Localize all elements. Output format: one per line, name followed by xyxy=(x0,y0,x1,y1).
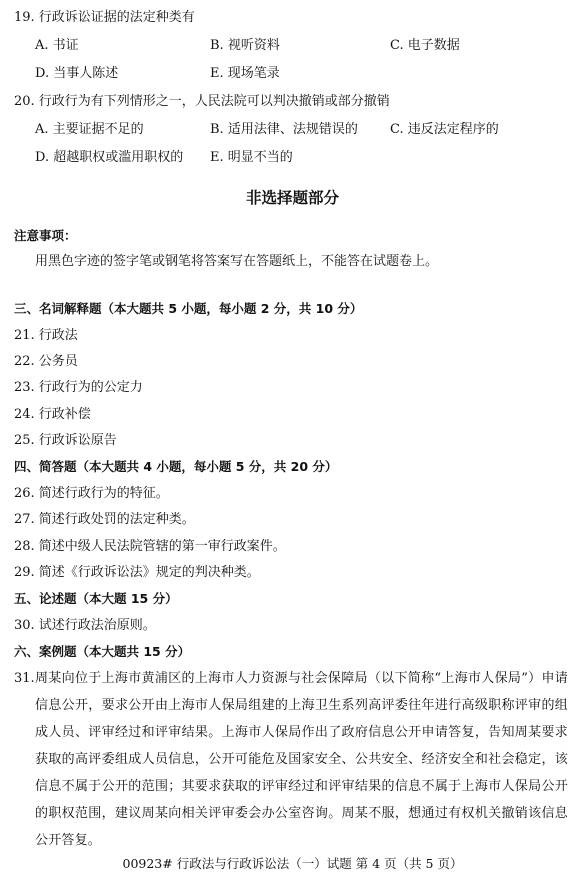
q19-option-a: A. 书证 xyxy=(35,38,79,53)
section-3-heading: 三、名词解释题（本大题共 5 小题，每小题 2 分，共 10 分） xyxy=(14,301,363,316)
question-23: 23. 行政行为的公定力 xyxy=(14,380,143,395)
q20-option-d: D. 超越职权或滥用职权的 xyxy=(35,150,184,165)
q20-option-a: A. 主要证据不足的 xyxy=(35,122,144,137)
question-27: 27. 简述行政处罚的法定种类。 xyxy=(14,512,195,527)
notice-heading: 注意事项： xyxy=(14,228,77,243)
question-19-stem: 19. 行政诉讼证据的法定种类有 xyxy=(14,10,195,25)
q19-option-e: E. 现场笔录 xyxy=(210,66,280,81)
question-26: 26. 简述行政行为的特征。 xyxy=(14,486,169,501)
section-4-heading: 四、简答题（本大题共 4 小题，每小题 5 分，共 20 分） xyxy=(14,459,338,474)
question-29: 29. 简述《行政诉讼法》规定的判决种类。 xyxy=(14,565,260,580)
q20-option-e: E. 明显不当的 xyxy=(210,150,293,165)
question-30: 30. 试述行政法治原则。 xyxy=(14,618,156,633)
question-25: 25. 行政诉讼原告 xyxy=(14,433,117,448)
q20-option-b: B. 适用法律、法规错误的 xyxy=(210,122,358,137)
q20-option-c: C. 违反法定程序的 xyxy=(390,122,499,137)
question-31-number: 31. xyxy=(14,671,35,686)
page-footer: 00923# 行政法与行政诉讼法（一）试题 第 4 页（共 5 页） xyxy=(122,856,463,871)
question-22: 22. 公务员 xyxy=(14,354,78,369)
section-5-heading: 五、论述题（本大题 15 分） xyxy=(14,591,178,606)
question-21: 21. 行政法 xyxy=(14,328,78,343)
q19-option-d: D. 当事人陈述 xyxy=(35,66,119,81)
notice-text: 用黑色字迹的签字笔或钢笔将答案写在答题纸上，不能答在试题卷上。 xyxy=(35,254,439,269)
q19-option-c: C. 电子数据 xyxy=(390,38,460,53)
question-24: 24. 行政补偿 xyxy=(14,407,91,422)
question-31-text: 周某向位于上海市黄浦区的上海市人力资源与社会保障局（以下简称“上海市人保局”）申请信息公开，要求公开由上海市人保局组建的上海卫生系列高评委往年进行高级职称评审的组成人员、评审经过和评审结果。上海市人保局作出了政府信息公开申请答复，告知周某要求获取的高评委组成人员信息，公开可能危及国家安全、公共安全、经济安全和社会稳定，该信息不属于公开的范围；其要求获取的评审经过和评审结果的信息不属于上海市人保局公开的职权范围，建议周某向相关评审委会办公室咨询。周某不服，想通过有权机关撤销该信息公开答复。 xyxy=(35,671,568,848)
nonchoice-section-title: 非选择题部分 xyxy=(245,189,339,207)
question-28: 28. 简述中级人民法院管辖的第一审行政案件。 xyxy=(14,539,286,554)
section-6-heading: 六、案例题（本大题共 15 分） xyxy=(14,644,191,659)
q19-option-b: B. 视听资料 xyxy=(210,38,280,53)
question-20-stem: 20. 行政行为有下列情形之一，人民法院可以判决撤销或部分撤销 xyxy=(14,94,390,109)
